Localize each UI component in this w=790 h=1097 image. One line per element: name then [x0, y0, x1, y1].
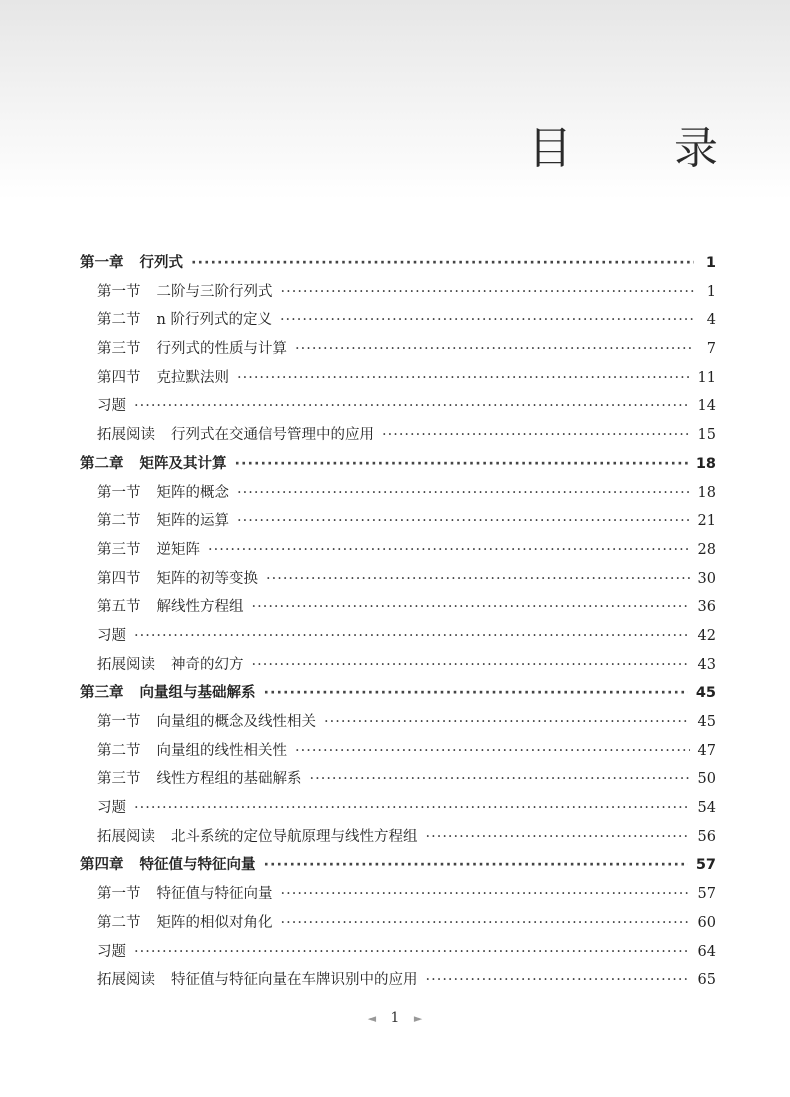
- dot-leader: [281, 880, 690, 909]
- toc-entry-page: 18: [697, 484, 716, 501]
- table-of-contents: [80, 249, 716, 995]
- dot-leader: [237, 479, 690, 508]
- toc-entry-page: 50: [697, 771, 716, 788]
- toc-section-row[interactable]: [80, 565, 716, 594]
- toc-chapter-row[interactable]: [80, 679, 716, 708]
- toc-entry-title: 矩阵的运算: [156, 513, 229, 530]
- dot-leader: [426, 823, 690, 852]
- dot-leader: [266, 565, 690, 594]
- dot-leader: [252, 651, 690, 680]
- toc-entry-page: 18: [695, 455, 716, 472]
- toc-entry-number: 第一节: [97, 886, 141, 903]
- dot-leader: [281, 278, 695, 307]
- dot-leader: [252, 593, 690, 622]
- toc-chapter-row[interactable]: [80, 450, 716, 479]
- toc-entry-title: 神奇的幻方: [171, 656, 244, 673]
- toc-entry-page: 42: [697, 627, 716, 644]
- toc-entry-number: 第二节: [97, 312, 141, 329]
- toc-entry-number: 第四章: [80, 857, 124, 874]
- toc-section-row[interactable]: [80, 938, 716, 967]
- dot-leader: [134, 794, 690, 823]
- toc-entry-number: 拓展阅读: [97, 427, 155, 444]
- toc-entry-page: 30: [697, 570, 716, 587]
- toc-entry-title: 北斗系统的定位导航原理与线性方程组: [171, 828, 418, 845]
- toc-entry-title: 习题: [97, 627, 126, 644]
- toc-entry-number: 第三节: [97, 771, 141, 788]
- toc-entry-number: 第四节: [97, 570, 141, 587]
- dot-leader: [264, 851, 688, 880]
- dot-leader: [295, 737, 690, 766]
- toc-entry-title: 克拉默法则: [156, 369, 229, 386]
- toc-entry-page: 36: [697, 599, 716, 616]
- toc-entry-page: 57: [697, 886, 716, 903]
- toc-entry-page: 45: [697, 714, 716, 730]
- toc-entry-title: 习题: [97, 800, 126, 817]
- dot-leader: [191, 249, 694, 278]
- toc-entry-title: 矩阵的概念: [156, 484, 229, 501]
- toc-entry-page: 21: [697, 513, 716, 530]
- dot-leader: [134, 622, 690, 651]
- toc-entry-page: 1: [706, 283, 716, 300]
- toc-entry-page: 47: [697, 742, 716, 759]
- toc-section-row[interactable]: [80, 966, 716, 995]
- toc-entry-page: 64: [697, 943, 716, 960]
- toc-entry-title: 行列式在交通信号管理中的应用: [171, 427, 374, 444]
- dot-leader: [208, 536, 690, 565]
- page-number: 1: [390, 1010, 400, 1026]
- toc-entry-title: 二阶与三阶行列式: [156, 283, 273, 300]
- toc-entry-title: 线性方程组的基础解系: [156, 771, 302, 788]
- toc-entry-number: 第一节: [97, 484, 141, 501]
- toc-section-row[interactable]: [80, 622, 716, 651]
- toc-section-row[interactable]: [80, 823, 716, 852]
- toc-entry-page: 57: [695, 857, 716, 874]
- toc-section-row[interactable]: [80, 278, 716, 307]
- dot-leader: [281, 909, 690, 938]
- toc-entry-page: 45: [695, 685, 716, 702]
- toc-chapter-row[interactable]: [80, 249, 716, 278]
- toc-section-row[interactable]: [80, 364, 716, 393]
- toc-entry-page: 15: [697, 427, 716, 444]
- toc-section-row[interactable]: [80, 737, 716, 766]
- toc-entry-title: 习题: [97, 398, 126, 415]
- toc-entry-number: 第三节: [97, 541, 141, 558]
- toc-entry-title: 特征值与特征向量: [139, 857, 256, 874]
- dot-leader: [295, 335, 694, 364]
- toc-section-row[interactable]: [80, 880, 716, 909]
- toc-entry-number: 拓展阅读: [97, 656, 155, 673]
- toc-entry-page: 54: [697, 800, 716, 817]
- toc-entry-title: n 阶行列式的定义: [156, 312, 272, 329]
- dot-leader: [280, 306, 694, 335]
- dot-leader: [237, 507, 690, 536]
- toc-entry-number: 第三节: [97, 341, 141, 358]
- toc-entry-title: 向量组的线性相关性: [156, 742, 287, 759]
- toc-entry-title: 逆矩阵: [156, 541, 200, 558]
- toc-entry-number: 第三章: [80, 685, 124, 702]
- toc-section-row[interactable]: [80, 306, 716, 335]
- toc-entry-number: 第二章: [80, 455, 124, 472]
- toc-entry-page: 11: [697, 369, 716, 386]
- toc-entry-page: 14: [697, 398, 716, 415]
- dot-leader: [134, 938, 690, 967]
- toc-entry-title: 向量组的概念及线性相关: [156, 714, 316, 730]
- toc-entry-number: 第五节: [97, 599, 141, 616]
- toc-entry-number: 第二节: [97, 914, 141, 931]
- page-title: 目 录: [528, 123, 762, 174]
- dot-leader: [264, 679, 688, 708]
- dot-leader: [310, 765, 690, 794]
- toc-section-row[interactable]: [80, 479, 716, 508]
- page-footer: [0, 1010, 790, 1026]
- toc-section-row[interactable]: [80, 536, 716, 565]
- left-arrow-icon: ◄: [367, 1012, 377, 1025]
- right-arrow-icon: ►: [413, 1012, 423, 1025]
- toc-entry-page: 56: [697, 828, 716, 845]
- toc-entry-number: 第一节: [97, 283, 141, 300]
- toc-entry-page: 4: [706, 312, 716, 329]
- toc-section-row[interactable]: [80, 794, 716, 823]
- toc-entry-number: 第四节: [97, 369, 141, 386]
- toc-chapter-row[interactable]: [80, 851, 716, 880]
- toc-entry-page: 43: [697, 656, 716, 673]
- dot-leader: [237, 364, 690, 393]
- toc-entry-title: 行列式的性质与计算: [156, 341, 287, 358]
- toc-entry-page: 60: [697, 914, 716, 931]
- toc-section-row[interactable]: [80, 507, 716, 536]
- toc-entry-number: 拓展阅读: [97, 972, 155, 989]
- toc-entry-title: 特征值与特征向量: [156, 886, 273, 903]
- toc-section-row[interactable]: [80, 651, 716, 680]
- toc-section-row[interactable]: [80, 765, 716, 794]
- toc-entry-page: 65: [697, 972, 716, 989]
- dot-leader: [134, 392, 690, 421]
- toc-entry-number: 第一章: [80, 255, 124, 271]
- toc-section-row[interactable]: [80, 421, 716, 450]
- toc-entry-number: 第二节: [97, 742, 141, 759]
- toc-entry-page: 7: [706, 341, 716, 358]
- toc-entry-title: 矩阵及其计算: [139, 455, 227, 472]
- toc-section-row[interactable]: [80, 708, 716, 737]
- dot-leader: [426, 966, 690, 995]
- toc-entry-title: 矩阵的初等变换: [156, 570, 258, 587]
- toc-entry-title: 向量组与基础解系: [139, 685, 256, 702]
- toc-section-row[interactable]: [80, 392, 716, 421]
- toc-section-row[interactable]: [80, 593, 716, 622]
- dot-leader: [235, 450, 688, 479]
- toc-entry-title: 矩阵的相似对角化: [156, 914, 273, 931]
- dot-leader: [382, 421, 690, 450]
- toc-entry-page: 28: [697, 541, 716, 558]
- dot-leader: [324, 708, 690, 737]
- toc-entry-number: 第一节: [97, 714, 141, 730]
- toc-section-row[interactable]: [80, 909, 716, 938]
- toc-entry-title: 解线性方程组: [156, 599, 244, 616]
- toc-entry-title: 习题: [97, 943, 126, 960]
- toc-section-row[interactable]: [80, 335, 716, 364]
- toc-entry-page: 1: [705, 255, 716, 271]
- toc-entry-title: 行列式: [139, 255, 183, 271]
- toc-entry-number: 拓展阅读: [97, 828, 155, 845]
- toc-entry-title: 特征值与特征向量在车牌识别中的应用: [171, 972, 418, 989]
- toc-entry-number: 第二节: [97, 513, 141, 530]
